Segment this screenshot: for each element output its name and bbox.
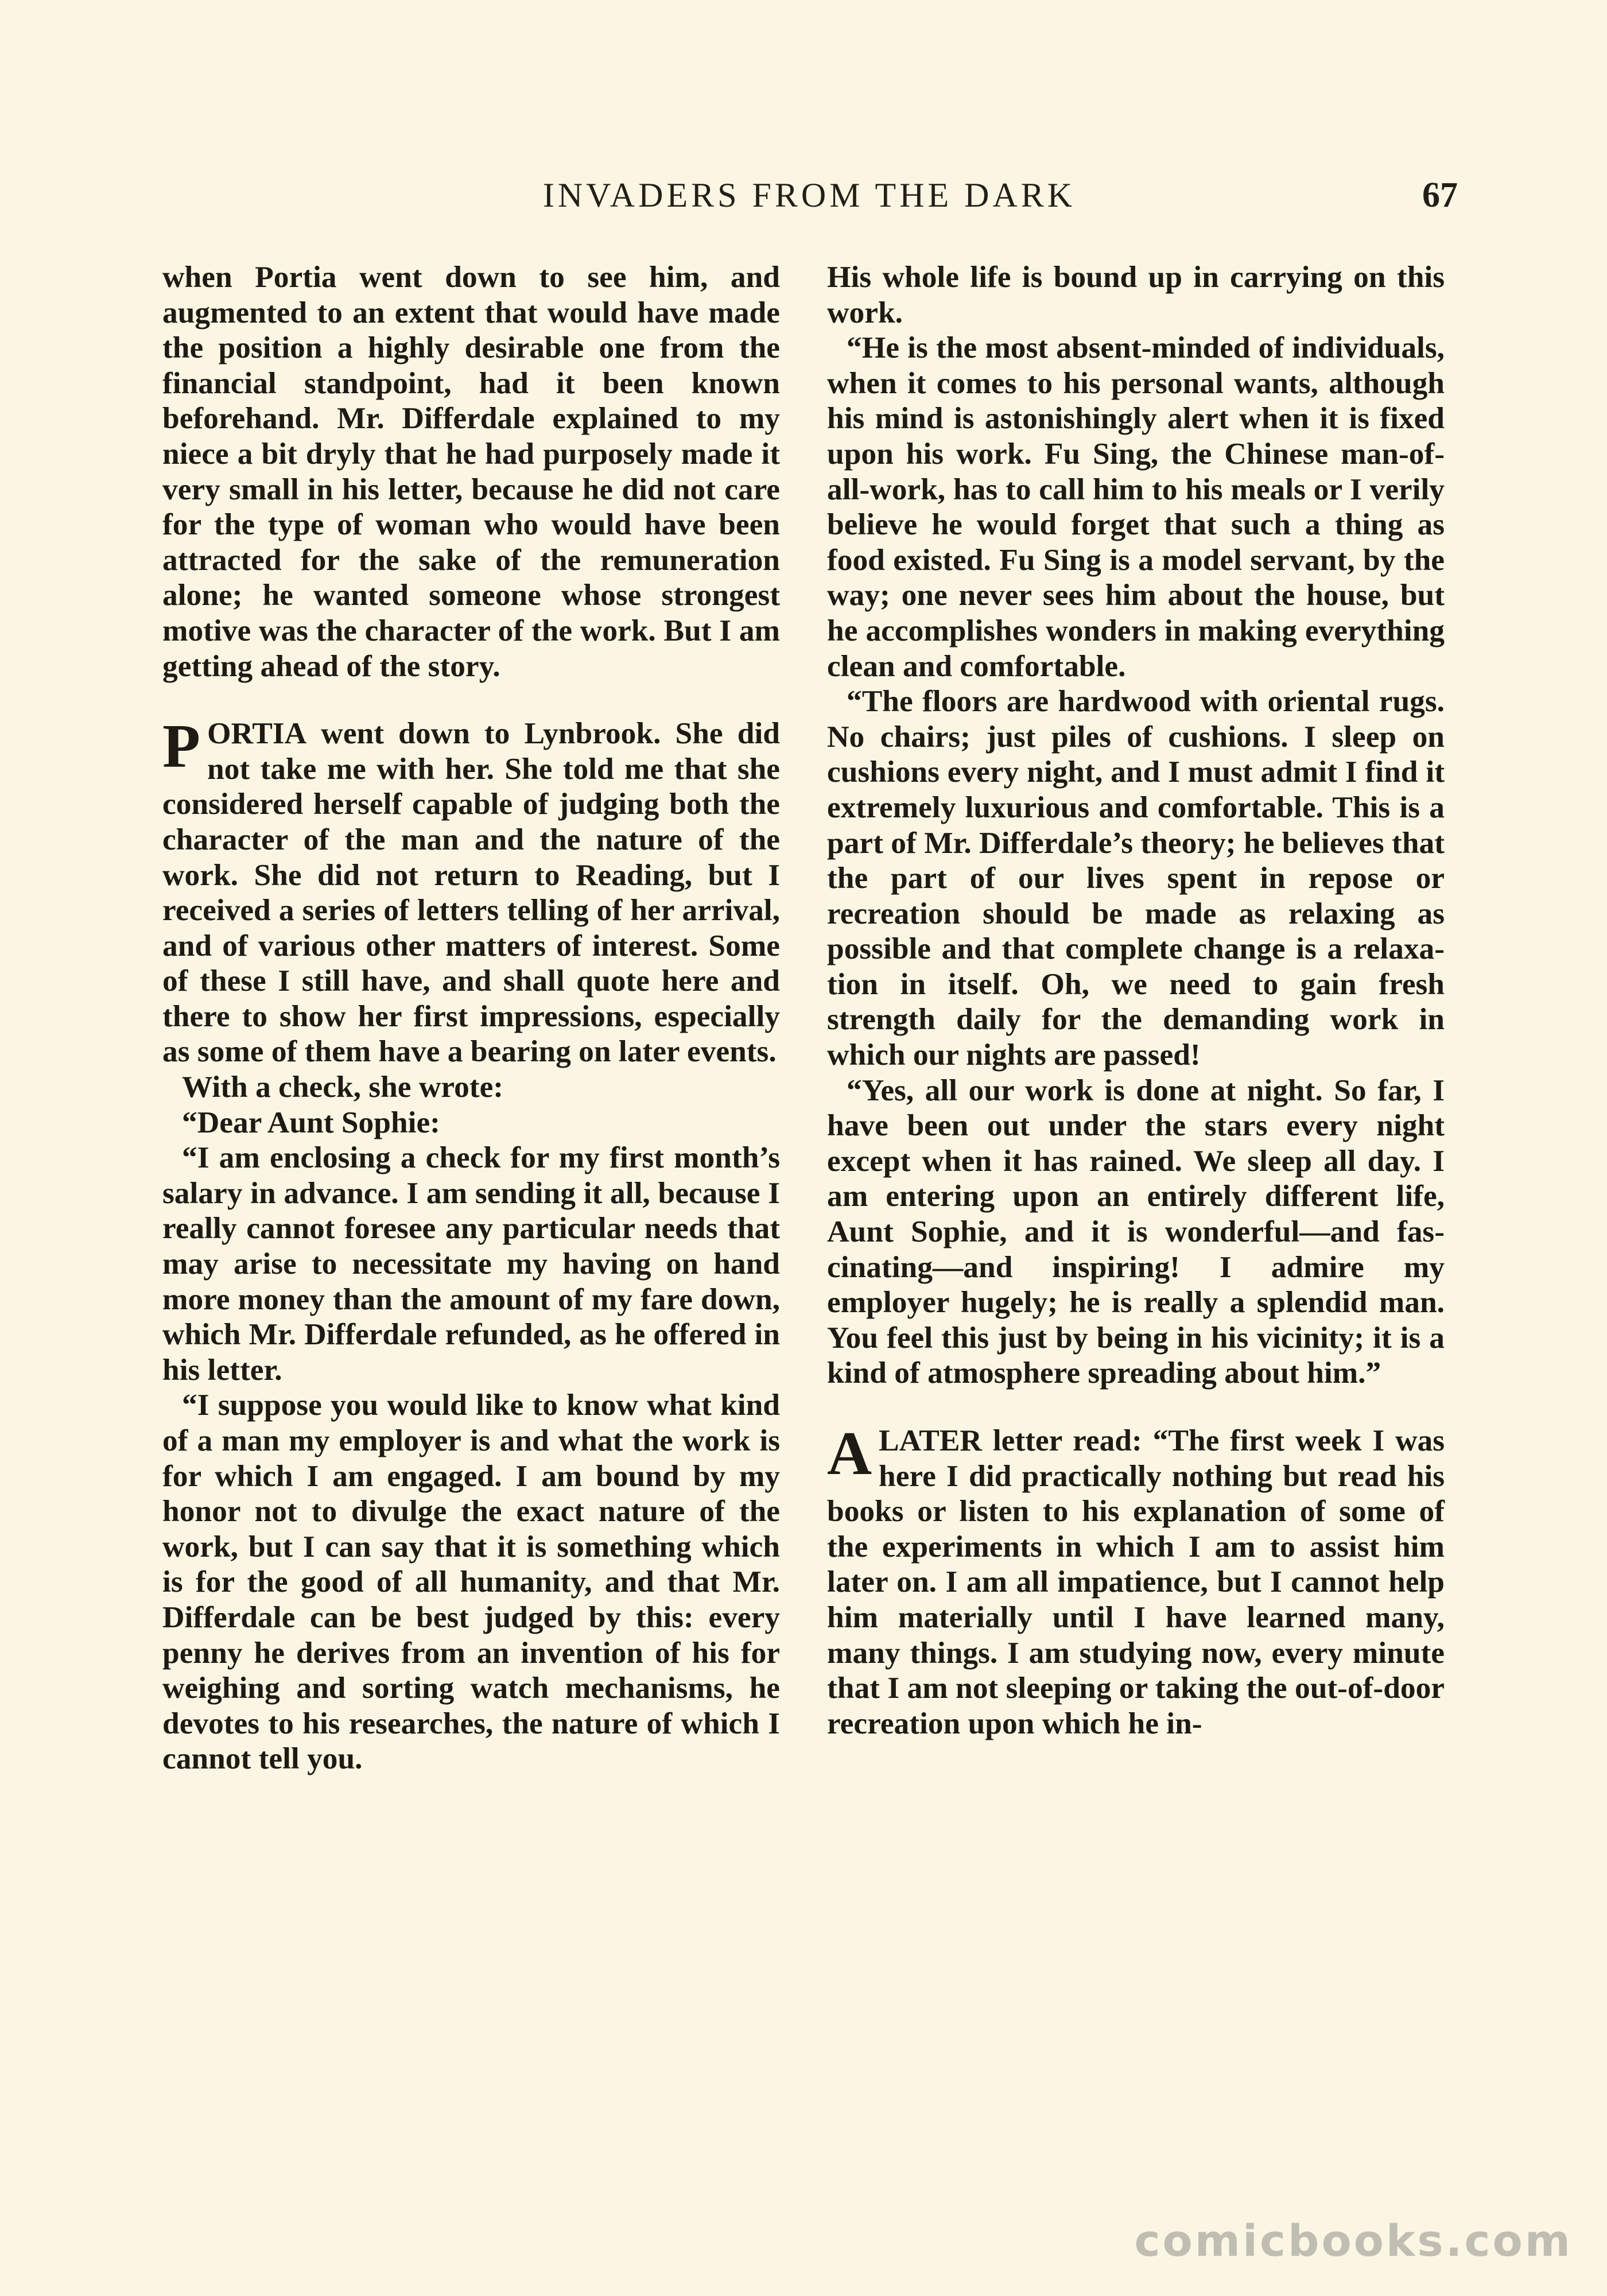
- paragraph: “I suppose you would like to know what kind of a man my employer is and what the work is for which I am engaged. I am bound by my honor not to divulge the exact nature of the work, but I can say that it is something which is for the good of all humanity, and that Mr. Differdale can be best judged by this: every penny he derives from an invention of his for weighing and sorting watch mechanisms, he devotes to his researches, the nature of which I cannot tell you.: [162, 1387, 780, 1776]
- paragraph: “The floors are hardwood with oriental rugs. No chairs; just piles of cushions. I sleep on cushions every night, and I must admit I find it extremely luxurious and comfortable. This is a part of Mr. Differdale’s theory; he believes that the part of our lives spent in repose or recreation should be made as relaxing as possible and that complete change is a relaxation in itself. Oh, we need to gain fresh strength daily for the demanding work in which our nights are passed!: [827, 684, 1445, 1072]
- paragraph: “He is the most absent-minded of individuals, when it comes to his personal wants, although his mind is astonishingly alert when it is fixed upon his work. Fu Sing, the Chinese man-of-all-work, has to call him to his meals or I verily believe he would forget that such a thing as food existed. Fu Sing is a model servant, by the way; one never sees him about the house, but he accomplishes wonders in making everything clean and comfortable.: [827, 330, 1445, 683]
- drop-cap: P: [162, 712, 200, 781]
- section-paragraph: [827, 1420, 1445, 1741]
- watermark: comicbooks.com: [1134, 2215, 1573, 2266]
- small-caps-lead: ORTIA: [207, 716, 307, 751]
- page-number: 67: [1422, 176, 1458, 215]
- paragraph: “Yes, all our work is done at night. So far, I have been out under the stars every night except when it has rained. We sleep all day. I am entering upon an entirely different life, Aunt Sophie, and it is wonderful—and fascinating—and inspiring! I admire my employer hugely; he is really a splendid man. You feel this just by being in his vicinity; it is a kind of atmosphere spreading about him.”: [827, 1072, 1445, 1390]
- paragraph: With a check, she wrote:: [182, 1069, 504, 1104]
- paragraph: when Portia went down to see him, and augmented to an extent that would have made the position a highly desirable one from the financial standpoint, had it been known beforehand. Mr. Differdale explained to my niece a bit dryly that he had purposely made it very small in his letter, because he did not care for the type of woman who would have been attracted for the sake of the remuneration alone; he wanted someone whose strongest motive was the character of the work. But I am getting ahead of the story.: [162, 259, 780, 683]
- section-paragraph: [162, 712, 780, 1069]
- running-head: [161, 172, 1458, 218]
- right-column: [827, 259, 1445, 1741]
- paragraph-text: went down to Lynbrook. She did not take me with her. She told me that she considered herself capable of judging both the character of the man and the nature of the work. She did not return to Reading, but I received a series of letters telling of her arrival, and of various other matters of interest. Some of these I still have, and shall quote here and there to show her first impressions, especially as some of them have a bearing on later events.: [162, 716, 780, 1069]
- left-column: [162, 259, 780, 1777]
- drop-cap: A: [827, 1420, 872, 1488]
- running-title: INVADERS FROM THE DARK: [542, 176, 1076, 214]
- letter-salutation: “Dear Aunt Sophie:: [182, 1104, 440, 1139]
- small-caps-lead: LATER: [879, 1423, 982, 1457]
- paragraph: His whole life is bound up in carrying on this work.: [827, 259, 1445, 329]
- paragraph-text: letter read: “The first week I was here I did practically nothing but read his books or listen to his explanation of some of the experiments in which I am to assist him later on. I am all impatience, but I cannot help him materially until I have learned many, many things. I am studying now, every minute that I am not sleeping or taking the out-of-door recreation upon which he in-: [827, 1423, 1445, 1740]
- paragraph: “I am enclosing a check for my first month’s salary in advance. I am sending it all, because I really cannot foresee any particular needs that may arise to necessitate my having on hand more money than the amount of my fare down, which Mr. Differdale refunded, as he offered in his letter.: [162, 1140, 780, 1387]
